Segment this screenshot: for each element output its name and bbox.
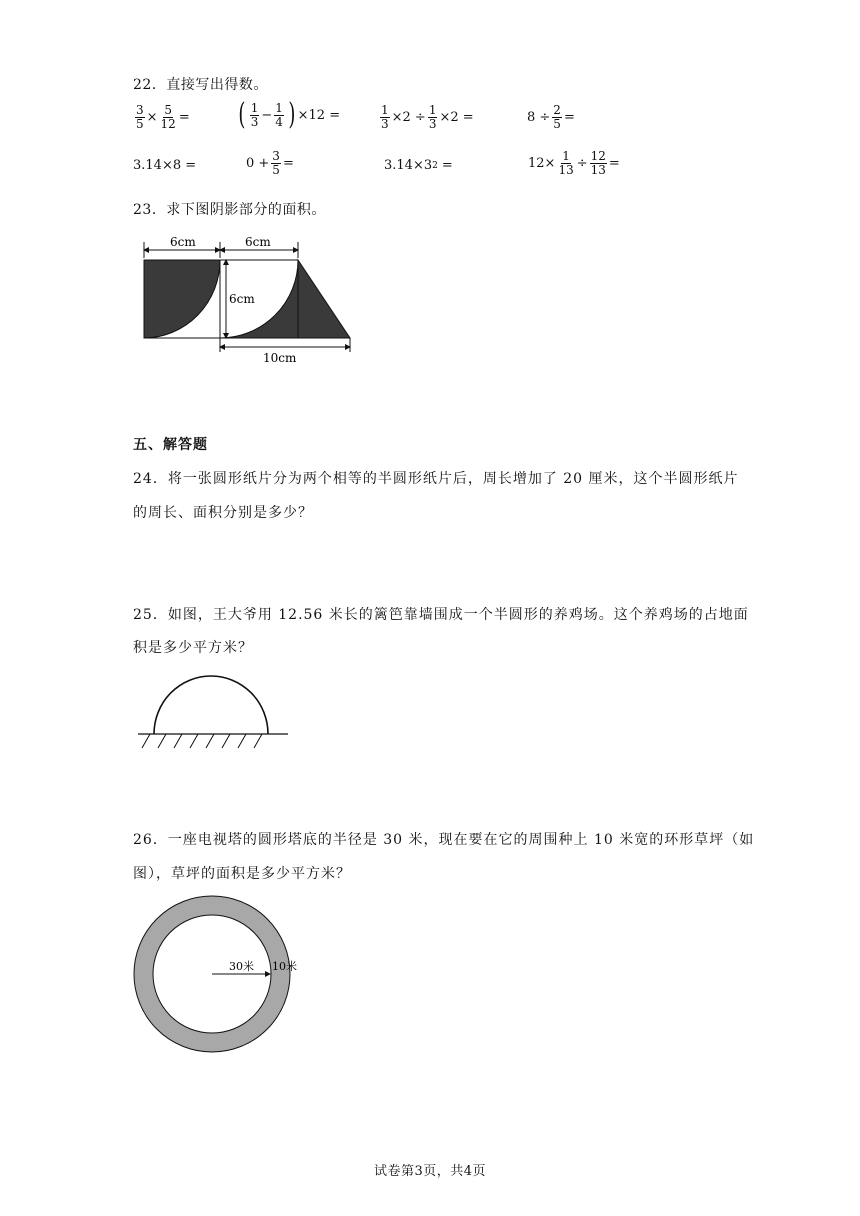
- label-top-right: 6cm: [245, 235, 271, 249]
- fraction: $\frac{12}{13}$: [590, 149, 606, 177]
- q25-line-2: 积是多少平方米？: [133, 640, 253, 656]
- q26-line-1: 26．一座电视塔的圆形塔底的半径是 30 米，现在要在它的周围种上 10 米宽的环形草坪（如: [133, 832, 755, 848]
- semicircle-wall-figure: [136, 670, 292, 756]
- fraction: $\frac{1}{3}$: [428, 103, 437, 131]
- label-top-left: 6cm: [170, 235, 196, 249]
- q25-line-1: 25．如图，王大爷用 12.56 米长的篱笆靠墙围成一个半圆形的养鸡场。这个养鸡场的占地面: [133, 607, 749, 623]
- q24-line-2: 的周长、面积分别是多少？: [133, 505, 313, 521]
- label-bottom: 10cm: [263, 351, 297, 365]
- label-height: 6cm: [229, 292, 255, 306]
- q22-expr-1: $\frac{3}{5}$ × $\frac{5}{12}$ =: [136, 103, 190, 131]
- fraction: $\frac{1}{3}$: [381, 103, 389, 131]
- fraction: $\frac{2}{5}$: [553, 103, 561, 131]
- q22-expr-8: 12× $\frac{1}{13}$ ÷ $\frac{12}{13}$ =: [528, 149, 620, 177]
- q22-expr-4: 8 ÷ $\frac{2}{5}$ =: [527, 103, 575, 131]
- q22-expr-3: $\frac{1}{3}$ ×2 ÷ $\frac{1}{3}$ ×2 =: [381, 103, 474, 131]
- fraction: $\frac{3}{5}$: [272, 149, 280, 177]
- q22-expr-6: 0 + $\frac{3}{5}$ =: [246, 149, 294, 177]
- fraction: $\frac{3}{5}$: [136, 103, 144, 131]
- q23-title: 23．求下图阴影部分的面积。: [133, 202, 326, 218]
- q22-expr-5: 3.14×8 =: [133, 158, 197, 173]
- width-label: 10米: [272, 960, 297, 973]
- shaded-area-figure: [138, 230, 360, 366]
- ring-lawn-figure: [128, 890, 300, 1062]
- fraction: $\frac{1}{4}$: [275, 100, 283, 129]
- q22-title: 22．直接写出得数。: [133, 77, 268, 93]
- page-footer: 试卷第3页，共4页: [373, 1164, 487, 1179]
- fraction: $\frac{1}{3}$: [250, 100, 259, 129]
- q22-expr-2: ( $\frac{1}{3}$ − $\frac{1}{4}$ ) ×12 =: [238, 97, 341, 132]
- radius-label: 30米: [229, 960, 254, 973]
- q22-expr-7: 3.14×3 2 =: [384, 158, 453, 173]
- section-heading: 五、解答题: [133, 437, 208, 453]
- fraction: $\frac{1}{13}$: [558, 149, 574, 177]
- q24-line-1: 24．将一张圆形纸片分为两个相等的半圆形纸片后，周长增加了 20 厘米，这个半圆形纸片: [133, 471, 739, 487]
- fraction: $\frac{5}{12}$: [160, 103, 176, 131]
- q26-line-2: 图），草坪的面积是多少平方米？: [133, 866, 351, 882]
